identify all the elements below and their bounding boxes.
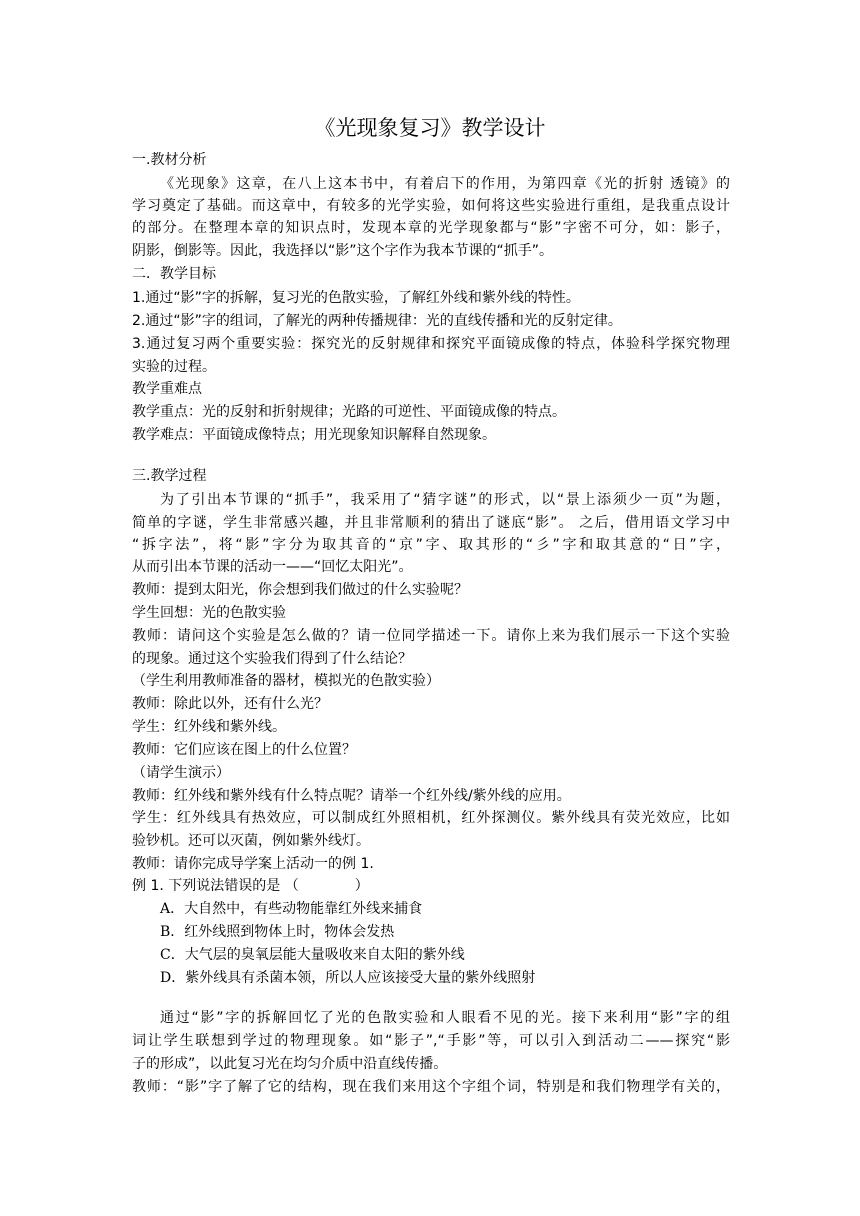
paragraph-line: 教师：“影”字了解了它的结构，现在我们来用这个字组个词，特别是和我们物理学有关的，: [132, 1079, 730, 1095]
dialogue-line: 验钞机。还可以灭菌，例如紫外线灯。: [132, 833, 370, 849]
dialogue-line: 教师：它们应该在图上的什么位置？: [132, 742, 356, 758]
dialogue-line: （请学生演示）: [132, 765, 230, 781]
paragraph-line: 子的形成”，以此复习光在均匀介质中沿直线传播。: [132, 1056, 448, 1072]
goal-item: 实验的过程。: [132, 359, 216, 375]
paragraph-line: 为了引出本节课的“抓手”，我采用了“猜字谜”的形式，以“景上添须少一页”为题，: [160, 492, 730, 508]
paragraph-line: 阴影，倒影等。因此，我选择以“影”这个字作为我本节课的“抓手”。: [132, 243, 554, 259]
paragraph-line: 词让学生联想到学过的物理现象。如“影子”,“手影”等，可以引入到活动二——探究“影: [132, 1033, 730, 1049]
example-option-b: B．红外线照到物体上时，物体会发热: [160, 924, 395, 940]
paragraph-line: 通过“影”字的拆解回忆了光的色散实验和人眼看不见的光。接下来利用“影”字的组: [160, 1010, 730, 1026]
dialogue-line: 教师：除此以外，还有什么光？: [132, 696, 328, 712]
paragraph-line: 简单的字谜，学生非常感兴趣，并且非常顺利的猜出了谜底“影”。 之后，借用语文学习中: [132, 515, 730, 531]
dialogue-line: 学生：红外线和紫外线。: [132, 719, 286, 735]
dialogue-line: 教师：提到太阳光，你会想到我们做过的什么实验呢？: [132, 582, 468, 598]
key-point: 教学重点：光的反射和折射规律；光路的可逆性、平面镜成像的特点。: [132, 404, 566, 420]
keypoints-heading: 教学重难点: [132, 381, 202, 397]
dialogue-line: （学生利用教师准备的器材，模拟光的色散实验）: [132, 673, 440, 689]
dialogue-line: 学生回想：光的色散实验: [132, 605, 286, 621]
goal-item: 1.通过“影”字的拆解，复习光的色散实验，了解红外线和紫外线的特性。: [132, 290, 580, 306]
paragraph-line: 学习奠定了基础。而这章中，有较多的光学实验，如何将这些实验进行重组，是我重点设计: [132, 198, 730, 214]
dialogue-line: 教师：红外线和紫外线有什么特点呢？请举一个红外线/紫外线的应用。: [132, 788, 571, 804]
dialogue-line: 教师：请问这个实验是怎么做的？请一位同学描述一下。请你上来为我们展示一下这个实验: [132, 628, 730, 644]
section-heading-goals: 二．教学目标: [132, 266, 216, 282]
example-stem: 例 1. 下列说法错误的是 （ ）: [132, 878, 369, 894]
goal-item: 3.通过复习两个重要实验：探究光的反射规律和探究平面镜成像的特点，体验科学探究物理: [132, 336, 730, 352]
dialogue-line: 学生：红外线具有热效应，可以制成红外照相机，红外探测仪。紫外线具有荧光效应，比如: [132, 810, 730, 826]
goal-item: 2.通过“影”字的组词，了解光的两种传播规律：光的直线传播和光的反射定律。: [132, 313, 622, 329]
difficult-point: 教学难点：平面镜成像特点；用光现象知识解释自然现象。: [132, 427, 496, 443]
paragraph-line: 从而引出本节课的活动一——“回忆太阳光”。: [132, 559, 413, 575]
paragraph-line: 的部分。在整理本章的知识点时，发现本章的光学现象都与“影”字密不可分，如：影子，: [132, 220, 730, 236]
section-heading-process: 三.教学过程: [132, 468, 207, 484]
dialogue-line: 的现象。通过这个实验我们得到了什么结论？: [132, 651, 412, 667]
paragraph-line: “拆字法”，将“影”字分为取其音的“京”字、取其形的“彡”字和取其意的“日”字，: [132, 537, 730, 553]
example-option-c: C．大气层的臭氧层能大量吸收来自太阳的紫外线: [160, 947, 465, 963]
section-heading-materials: 一.教材分析: [132, 152, 207, 168]
example-option-a: A．大自然中，有些动物能靠红外线来捕食: [160, 901, 423, 917]
paragraph-line: 《光现象》这章，在八上这本书中，有着启下的作用，为第四章《光的折射 透镜》的: [160, 176, 730, 192]
dialogue-line: 教师：请你完成导学案上活动一的例 1.: [132, 856, 374, 872]
document-title: 《光现象复习》教学设计: [314, 116, 546, 140]
example-option-d: D．紫外线具有杀菌本领，所以人应该接受大量的紫外线照射: [160, 970, 536, 986]
